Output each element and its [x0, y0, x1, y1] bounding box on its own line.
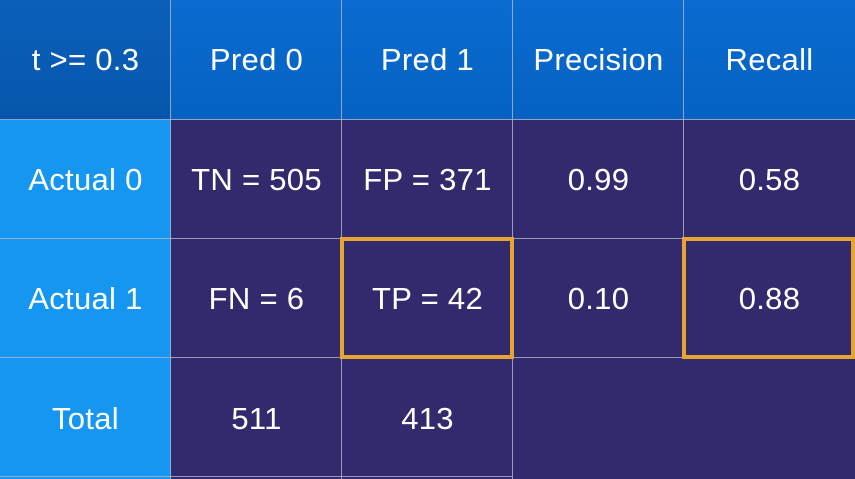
header-pred-0-label: Pred 0: [209, 42, 304, 77]
row-label-total-text: Total: [52, 400, 119, 436]
cell-precision-class-1: [513, 239, 684, 358]
grid-line-horizontal: [0, 119, 855, 120]
cell-total-pred-1-text: 413: [401, 400, 454, 436]
header-recall-label: Recall: [725, 42, 814, 77]
grid-line-vertical: [341, 0, 342, 479]
cell-true-positive: [342, 239, 513, 358]
cell-recall-class-1-text: 0.88: [738, 280, 801, 316]
cell-precision-class-1-text: 0.10: [567, 280, 630, 316]
header-recall: [684, 0, 855, 120]
row-label-actual-0-text: Actual 0: [28, 161, 143, 197]
grid-line-horizontal: [0, 476, 513, 477]
cell-total-empty: [513, 358, 855, 479]
cell-false-positive-text: FP = 371: [363, 161, 492, 197]
cell-false-negative-text: FN = 6: [208, 280, 305, 316]
cell-false-negative: [171, 239, 342, 358]
cell-total-pred-0: [171, 358, 342, 479]
cell-recall-class-0: [684, 120, 855, 239]
cell-true-negative-text: TN = 505: [191, 161, 322, 197]
cell-recall-class-1: [684, 239, 855, 358]
cell-precision-class-0: [513, 120, 684, 239]
header-pred-0: [171, 0, 342, 120]
cell-precision-class-0-text: 0.99: [567, 161, 630, 197]
grid-line-vertical: [512, 0, 513, 479]
grid-line-vertical: [683, 0, 684, 358]
header-pred-1: [342, 0, 513, 120]
header-precision: [513, 0, 684, 120]
row-label-total: [0, 358, 171, 479]
grid-line-horizontal: [0, 238, 855, 239]
grid-line-horizontal: [0, 357, 855, 358]
threshold-header-cell: [0, 0, 171, 120]
cell-recall-class-0-text: 0.58: [738, 161, 801, 197]
threshold-label: t >= 0.3: [31, 42, 140, 77]
grid-line-vertical: [170, 0, 171, 479]
cell-total-pred-1: [342, 358, 513, 479]
cell-total-pred-0-text: 511: [231, 400, 282, 436]
header-precision-label: Precision: [533, 42, 664, 77]
row-label-actual-0: [0, 120, 171, 239]
row-label-actual-1: [0, 239, 171, 358]
cell-true-positive-text: TP = 42: [372, 280, 483, 316]
header-pred-1-label: Pred 1: [380, 42, 475, 77]
cell-false-positive: [342, 120, 513, 239]
row-label-actual-1-text: Actual 1: [28, 280, 143, 316]
cell-true-negative: [171, 120, 342, 239]
